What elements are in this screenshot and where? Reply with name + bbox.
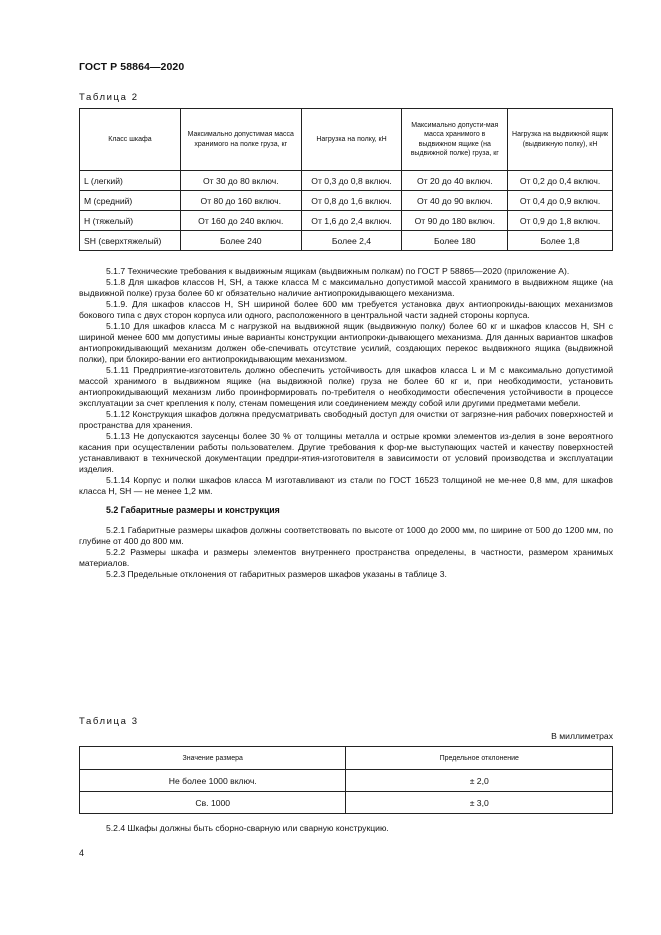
table2-header-row (80, 109, 613, 171)
body-text (79, 266, 613, 580)
table3-cell: ± 2,0 (346, 770, 613, 792)
table2-cell: От 80 до 160 включ. (180, 191, 301, 211)
page-number: 4 (79, 848, 85, 858)
table2-cell: Более 180 (402, 231, 508, 251)
table2-cell: От 0,4 до 0,9 включ. (508, 191, 613, 211)
table2-cell: От 0,8 до 1,6 включ. (301, 191, 402, 211)
table2-header-cell: Нагрузка на выдвижной ящик (выдвижную полку), кН (508, 109, 613, 171)
table3-cell: ± 3,0 (346, 792, 613, 814)
table3-row (80, 770, 613, 792)
table2-cell: От 90 до 180 включ. (402, 211, 508, 231)
table2-cell: SH (сверхтяжелый) (80, 231, 181, 251)
table3 (79, 746, 613, 814)
table2-row (80, 211, 613, 231)
table3-row (80, 792, 613, 814)
table2-header-cell: Максимально допустимая масса хранимого на полке груза, кг (180, 109, 301, 171)
table2-cell: H (тяжелый) (80, 211, 181, 231)
paragraph: 5.1.7 Технические требования к выдвижным ящикам (выдвижным полкам) по ГОСТ Р 58865—2020 (приложение А). (106, 266, 570, 276)
paragraph: 5.1.12 Конструкция шкафов должна предусматривать свободный доступ для очистки от загрязне-ния рабочих поверхностей и пространства для хранения. (79, 409, 613, 430)
paragraph: 5.2.4 Шкафы должны быть сборно-сварную или сварную конструкцию. (106, 823, 389, 833)
paragraph: 5.2.2 Размеры шкафа и размеры элементов внутреннего пространства определены, в частности, размером хранимых материалов. (79, 547, 613, 568)
table3-header-row (80, 747, 613, 770)
paragraph: 5.1.9. Для шкафов классов H, SH шириной более 600 мм требуется установка двух антиопрокиды-вающих механизмов бокового типа с двух сторон корпуса или одного, расположенного в центральной части задней стороны корпуса. (79, 299, 613, 320)
table2-cell: От 0,3 до 0,8 включ. (301, 171, 402, 191)
table2-row (80, 231, 613, 251)
table2-cell: От 40 до 90 включ. (402, 191, 508, 211)
paragraph: 5.1.10 Для шкафов класса M с нагрузкой на выдвижной ящик (выдвижную полку) более 60 кг и шкафов классов H, SH с шириной менее 600 мм допустимы иные варианты конструкции антиопроки-дывающего механизма. Для данных вариантов шкафов антиопрокидывающий механизм должен обе-спечивать отсутствие усилий, создающих перекос выдвижного ящика (выдвижной полки), при блокиро-вании его антиопрокидывающим механизмом. (79, 321, 613, 364)
table2-header-cell: Класс шкафа (80, 109, 181, 171)
table3-header-cell: Значение размера (80, 747, 346, 770)
table2-row (80, 191, 613, 211)
table2-cell: Более 240 (180, 231, 301, 251)
table3-cell: Св. 1000 (80, 792, 346, 814)
table2-caption: Таблица 2 (79, 92, 139, 103)
table2-cell: От 0,9 до 1,8 включ. (508, 211, 613, 231)
table2-cell: M (средний) (80, 191, 181, 211)
table2-header-cell: Нагрузка на полку, кН (301, 109, 402, 171)
table3-header-cell: Предельное отклонение (346, 747, 613, 770)
paragraph: 5.2.3 Предельные отклонения от габаритных размеров шкафов указаны в таблице 3. (106, 569, 447, 579)
paragraph: 5.1.8 Для шкафов классов H, SH, а также класса M с максимально допустимой массой хранимого в выдвижном ящике (на выдвижной полке) груза более 60 кг обязательно наличие антиопрокидывающего механизма. (79, 277, 613, 298)
table3-units: В миллиметрах (551, 731, 613, 741)
table2-cell: От 0,2 до 0,4 включ. (508, 171, 613, 191)
document-header: ГОСТ Р 58864—2020 (79, 61, 185, 73)
table2-cell: Более 2,4 (301, 231, 402, 251)
table2-cell: От 20 до 40 включ. (402, 171, 508, 191)
table2-cell: От 30 до 80 включ. (180, 171, 301, 191)
table2-cell: От 1,6 до 2,4 включ. (301, 211, 402, 231)
paragraph: 5.1.13 Не допускаются заусенцы более 30 % от толщины металла и острые кромки элементов из-делия в зоне вероятного касания при осуществлении работы пользователем. Другие требования к фор-ме выступающих частей и качеству поверхностей устанавливают в технической документации предпри-ятия-изготовителя в зависимости от условий производства и эксплуатации изделия. (79, 431, 613, 474)
table2-header-cell: Максимально допусти-мая масса хранимого в выдвижном ящике (на выдвижной полке) груза, кг (402, 109, 508, 171)
table2-cell: L (легкий) (80, 171, 181, 191)
table2-cell: Более 1,8 (508, 231, 613, 251)
paragraph: 5.1.14 Корпус и полки шкафов класса M изготавливают из стали по ГОСТ 16523 толщиной не ме-нее 0,8 мм, для шкафов класса H, SH — не менее 1,2 мм. (79, 475, 613, 496)
paragraph: 5.2.1 Габаритные размеры шкафов должны соответствовать по высоте от 1000 до 2000 мм, по ширине от 500 до 1200 мм, по глубине от 400 до 800 мм. (79, 525, 613, 546)
table3-cell: Не более 1000 включ. (80, 770, 346, 792)
paragraph: 5.1.11 Предприятие-изготовитель должно обеспечить устойчивость для шкафов класса L и M с максимально допустимой массой хранимого в выдвижном ящике (на выдвижной полке) груза не более 60 кг и, при необходимости, установить антиопрокидывающий механизм либо проинформировать по-требителя о необходимости обеспечения устойчивости в процессе эксплуатации за счет крепления к полу, стенам помещения или соединением между собой или другими предметами мебели. (79, 365, 613, 408)
table2 (79, 108, 613, 251)
section-heading: 5.2 Габаритные размеры и конструкция (106, 505, 280, 515)
table3-caption: Таблица 3 (79, 716, 139, 727)
table2-cell: От 160 до 240 включ. (180, 211, 301, 231)
table2-row (80, 171, 613, 191)
